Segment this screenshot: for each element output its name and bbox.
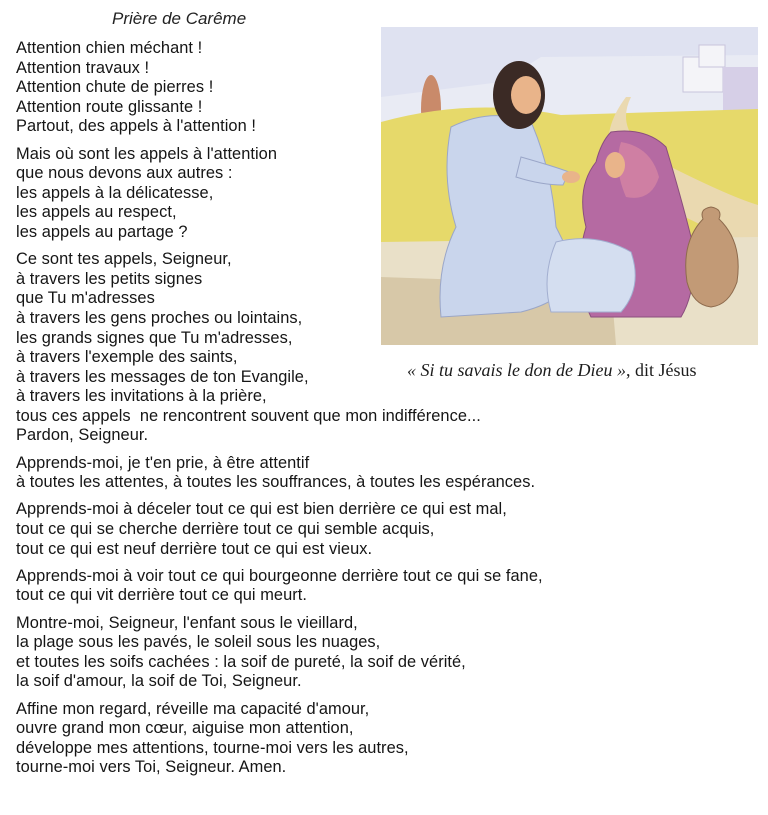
poem-line: Apprends-moi à voir tout ce qui bourgeonne derrière tout ce qui se fane,	[16, 566, 543, 585]
poem-line: Attention route glissante !	[16, 97, 203, 116]
poem-line: Attention chien méchant !	[16, 39, 203, 57]
poem-line: à toutes les attentes, à toutes les souffrances, à toutes les espérances.	[16, 473, 536, 492]
poem-line: tourne-moi vers Toi, Seigneur. Amen.	[16, 758, 287, 777]
woman-robe	[547, 239, 635, 312]
poem-line: tous ces appels ne rencontrent souvent que mon indifférence...	[16, 406, 481, 425]
poem-line: que Tu m'adresses	[16, 289, 155, 308]
poem-line: Attention travaux !	[16, 58, 150, 77]
stanza	[16, 614, 543, 692]
poem-line: tout ce qui se cherche derrière tout ce qui semble acquis,	[16, 520, 435, 539]
poem-line: Partout, des appels à l'attention !	[16, 117, 256, 136]
poem-line: Apprends-moi, je t'en prie, à être attentif	[16, 453, 310, 472]
caption-attribution: , dit Jésus	[625, 360, 697, 380]
poem-line: la plage sous les pavés, le soleil sous les nuages,	[16, 633, 381, 652]
poem-line: ouvre grand mon cœur, aiguise mon attention,	[16, 719, 354, 738]
poem-line: Pardon, Seigneur.	[16, 426, 149, 445]
stanza	[16, 700, 543, 778]
poem-line: les appels au partage ?	[16, 222, 188, 241]
illustration-jesus-samaritan-woman	[381, 27, 758, 345]
poem-line: à travers les invitations à la prière,	[16, 387, 267, 406]
poem-line: Attention chute de pierres !	[16, 78, 214, 97]
poem-line: que nous devons aux autres :	[16, 164, 233, 183]
stanza	[16, 500, 543, 559]
poem-line: les grands signes que Tu m'adresses,	[16, 328, 293, 347]
poem-line: à travers les messages de ton Evangile,	[16, 367, 309, 386]
poem-line: et toutes les soifs cachées : la soif de pureté, la soif de vérité,	[16, 652, 466, 671]
woman-face	[605, 152, 625, 178]
illustration-caption	[407, 360, 697, 381]
poem-line: Apprends-moi à déceler tout ce qui est bien derrière ce qui est mal,	[16, 500, 507, 519]
poem-line: à travers les gens proches ou lointains,	[16, 308, 303, 327]
building-dome	[699, 45, 725, 67]
caption-quote: « Si tu savais le don de Dieu »	[407, 360, 626, 380]
stanza	[16, 567, 543, 606]
poem-line: la soif d'amour, la soif de Toi, Seigneur.	[16, 672, 302, 691]
stanza	[16, 454, 543, 493]
poem-line: développe mes attentions, tourne-moi vers les autres,	[16, 738, 409, 757]
illustration-svg	[381, 27, 758, 345]
poem-line: tout ce qui vit derrière tout ce qui meurt.	[16, 586, 307, 605]
poem-line: Ce sont tes appels, Seigneur,	[16, 250, 232, 269]
page-title: Prière de Carême	[112, 9, 247, 28]
poem-line: tout ce qui est neuf derrière tout ce qui est vieux.	[16, 539, 373, 558]
poem-line: à travers les petits signes	[16, 269, 203, 288]
jesus-hand	[562, 171, 580, 183]
jesus-face	[511, 76, 541, 114]
poem-line: les appels à la délicatesse,	[16, 183, 214, 202]
poem-line: à travers l'exemple des saints,	[16, 348, 238, 367]
poem-line: les appels au respect,	[16, 203, 177, 222]
poem-line: Mais où sont les appels à l'attention	[16, 144, 278, 163]
poem-line: Montre-moi, Seigneur, l'enfant sous le vieillard,	[16, 613, 358, 632]
poem-line: Affine mon regard, réveille ma capacité d'amour,	[16, 699, 370, 718]
